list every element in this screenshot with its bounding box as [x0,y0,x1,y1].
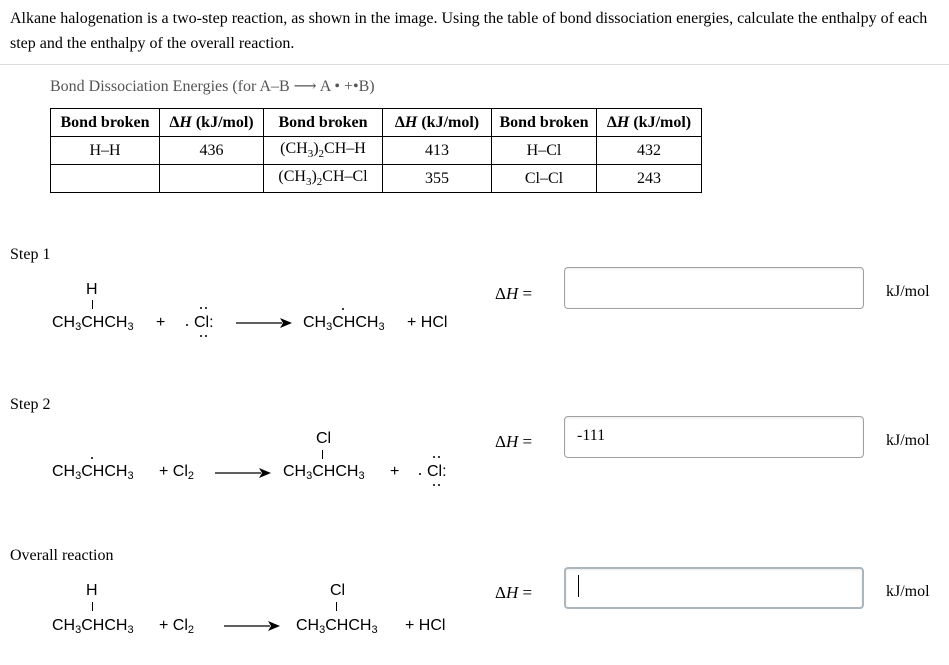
step2-chlorine-radical: Cl: [427,463,447,480]
table-cell: 355 [383,165,492,193]
lone-pair-dot [438,456,440,458]
table-cell [160,165,264,193]
step1-reaction-arrow [236,317,292,329]
table-cell: H–Cl [492,137,597,165]
step1-plus: + [156,314,166,331]
table-cell: 413 [383,137,492,165]
radical-dot [342,308,344,310]
lone-pair-dot [200,335,202,337]
overall-product-hcl: + HCl [405,617,446,634]
step1-label: Step 1 [10,246,51,263]
bond-line [336,602,337,611]
step2-reactant-cl2: + $Cl_2$ [159,463,195,482]
step2-plus: + [390,463,400,480]
table-cell [51,165,160,193]
header-bond-broken-2: Bond broken [264,109,383,137]
overall-dh-label: ΔH = [495,583,533,602]
table-caption: Bond Dissociation Energies (for A–B ⟶ A • +•B) [50,78,375,95]
table-row [51,165,702,193]
step1-product-hcl: + HCl [407,314,448,331]
step1-unit: kJ/mol [886,283,930,300]
lone-pair-dot [205,335,207,337]
overall-dh-input[interactable] [564,567,864,609]
header-dh-3: ΔH (kJ/mol) [597,109,702,137]
table-row [51,137,702,165]
overall-product-cl-atom: Cl [330,582,346,599]
step2-unit: kJ/mol [886,432,930,449]
overall-unit: kJ/mol [886,583,930,600]
radical-dot [419,473,421,475]
lone-pair-dot [200,307,202,309]
header-dh-2: ΔH (kJ/mol) [383,109,492,137]
step2-dh-input[interactable]: -111 [564,416,864,458]
step1-product-radical: $CH_3CHCH_3$ [303,314,385,333]
step1-dh-input[interactable] [564,267,864,309]
lone-pair-dot [433,484,435,486]
step1-reactant-h-atom: H [86,281,98,298]
table-header-row [51,109,702,137]
text-cursor [578,575,579,597]
overall-reactant-alkane: $CH_3CHCH_3$ [52,617,134,636]
table-cell: 436 [160,137,264,165]
overall-reactant-cl2: + $Cl_2$ [159,617,195,636]
question-text: Alkane halogenation is a two-step reaction, as shown in the image. Using the table of bond dissociation energies, calculate the enthalpy of each step and the enthalpy of the overall reaction. [10,10,928,52]
step1-dh-label: ΔH = [495,284,533,303]
step2-product-alkyl-chloride: $CH_3CHCH_3$ [283,463,365,482]
bond-dissociation-table [50,108,702,193]
header-bond-broken-1: Bond broken [51,109,160,137]
lone-pair-dot [205,307,207,309]
overall-label: Overall reaction [10,547,114,564]
divider [0,64,949,65]
table-cell: 432 [597,137,702,165]
step2-label: Step 2 [10,396,51,413]
step1-chlorine-radical: Cl: [194,314,214,331]
table-cell: $(CH_3)_2CH-Cl$ [264,165,383,193]
step1-reactant-alkane: $CH_3CHCH_3$ [52,314,134,333]
table-cell: Cl–Cl [492,165,597,193]
lone-pair-dot [438,484,440,486]
step2-product-cl-atom: Cl [316,430,332,447]
bond-line [92,602,93,611]
overall-reaction-arrow [224,620,280,632]
radical-dot [91,457,93,459]
step2-dh-label: ΔH = [495,432,533,451]
bond-line [92,300,93,309]
step2-reactant-radical: $CH_3CHCH_3$ [52,463,134,482]
bond-line [322,450,323,459]
radical-dot [186,324,188,326]
table-cell: $(CH_3)_2CH-H$ [264,137,383,165]
table-cell: H–H [51,137,160,165]
header-dh-1: ΔH (kJ/mol) [160,109,264,137]
step2-reaction-arrow [215,467,271,479]
lone-pair-dot [433,456,435,458]
header-bond-broken-3: Bond broken [492,109,597,137]
overall-reactant-h-atom: H [86,582,98,599]
overall-product-alkyl-chloride: $CH_3CHCH_3$ [296,617,378,636]
table-cell: 243 [597,165,702,193]
